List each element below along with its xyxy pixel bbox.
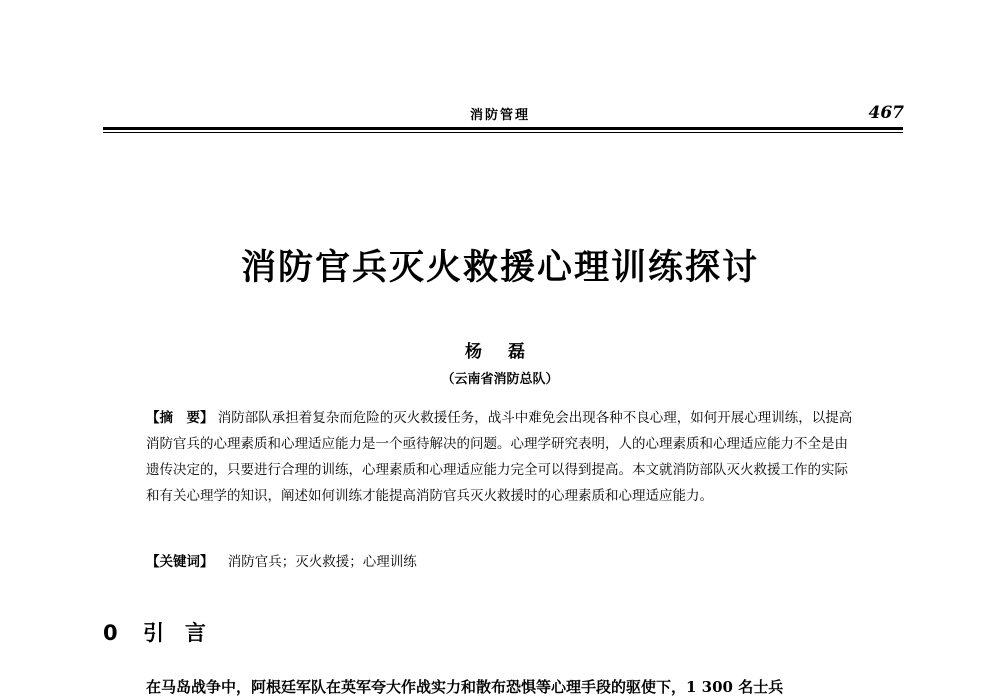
abstract <box>146 405 858 509</box>
keywords-label: 【关键词】 <box>146 554 214 570</box>
author-affiliation: （云南省消防总队） <box>441 372 559 387</box>
page-number: 467 <box>868 103 904 123</box>
abstract-text: 消防部队承担着复杂而危险的灭火救援任务，战斗中难免会出现各种不良心理，如何开展心理训练，以提高消防官兵的心理素质和心理适应能力是一个亟待解决的问题。心理学研究表明，人的心理素质和心理适应能力不全是由遗传决定的，只要进行合理的训练，心理素质和心理适应能力完全可以得到提高。本文就消防部队灭火救援工作的实际和有关心理学的知识，阐述如何训练才能提高消防官兵灭火救援时的心理素质和心理适应能力。 <box>146 410 853 504</box>
section-title: 引 言 <box>142 621 206 645</box>
header-rule-thin <box>103 132 903 133</box>
author-name: 杨 磊 <box>465 342 535 362</box>
section-heading <box>103 617 206 647</box>
header-rule-thick <box>103 127 903 130</box>
article-title: 消防官兵灭火救援心理训练探讨 <box>240 248 759 288</box>
keywords-text: 消防官兵；灭火救援；心理训练 <box>227 554 417 570</box>
running-header: 消防管理 <box>470 108 531 123</box>
body-paragraph: 在马岛战争中，阿根廷军队在英军夸大作战实力和散布恐惧等心理手段的驱使下，1 300 名士兵 <box>146 678 784 696</box>
keywords <box>146 550 858 570</box>
abstract-label: 【摘 要】 <box>146 410 214 426</box>
section-number: 0 <box>103 621 118 645</box>
